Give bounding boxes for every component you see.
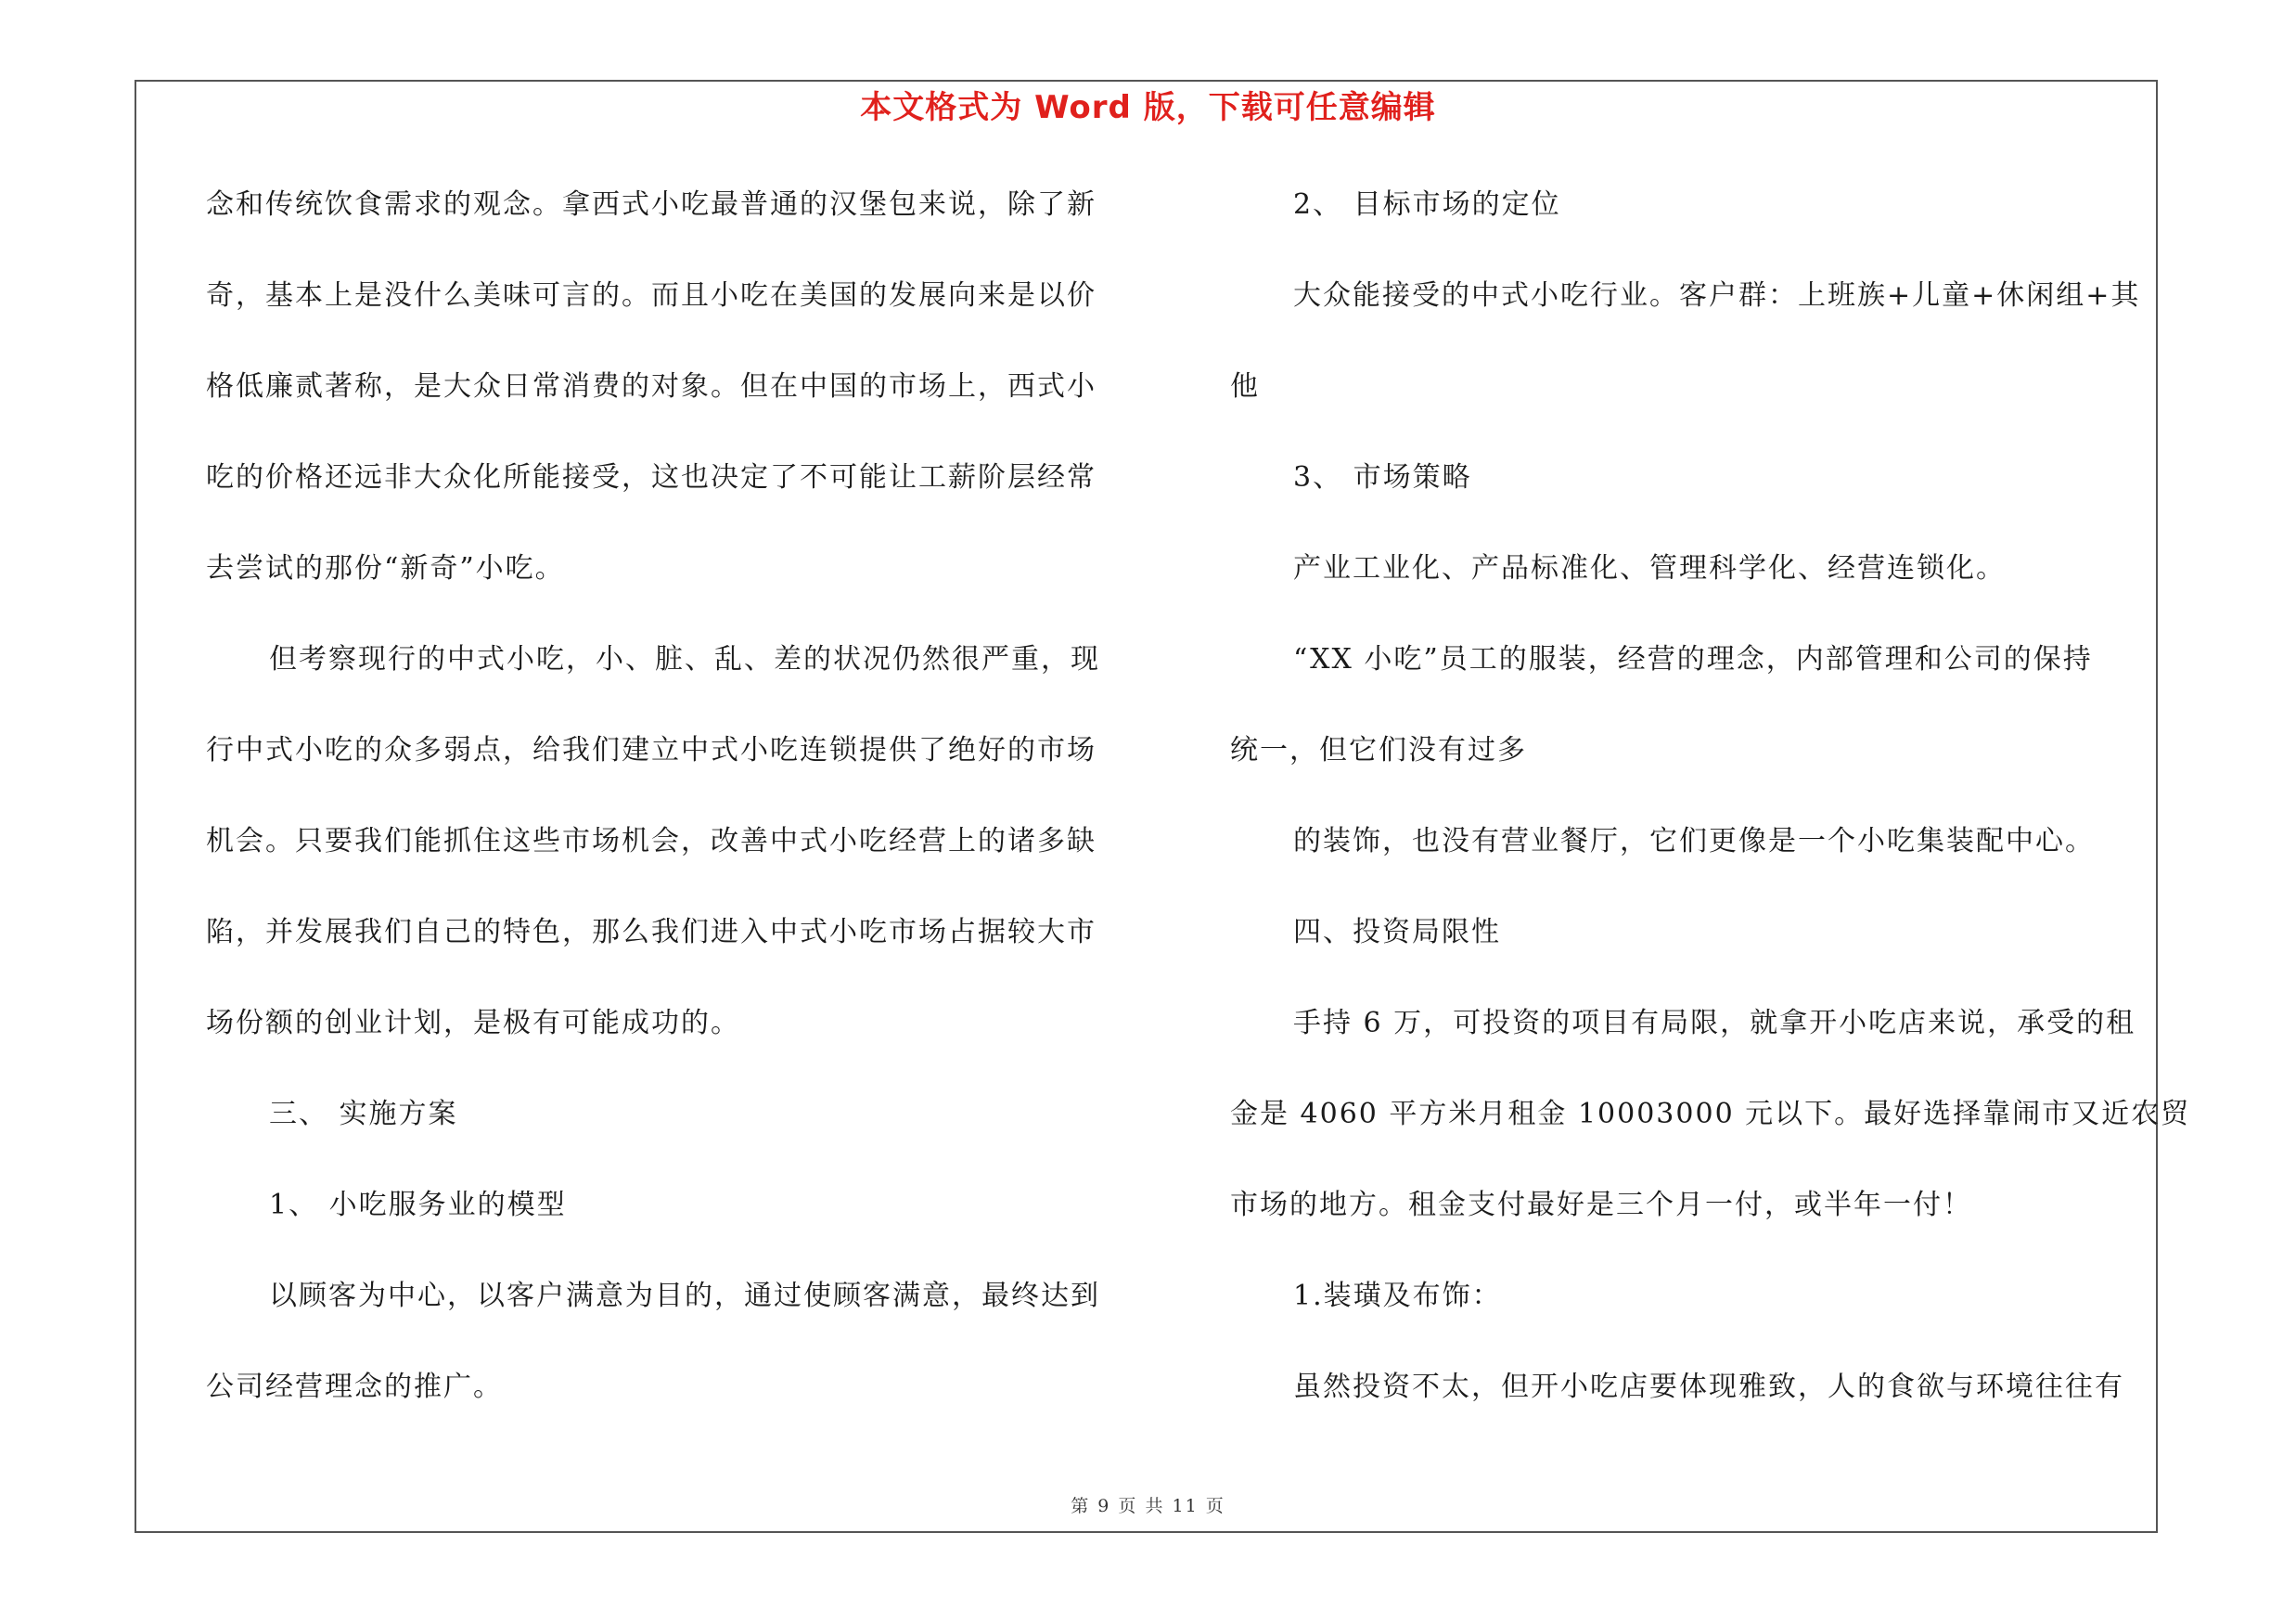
text-line: “XX 小吃”员工的服装，经营的理念，内部管理和公司的保持 [1293, 643, 2093, 676]
text-line: 奇，基本上是没什么美味可言的。而且小吃在美国的发展向来是以价 [206, 279, 1097, 312]
subsection-heading: 2、 目标市场的定位 [1293, 188, 1561, 221]
text-line: 吃的价格还远非大众化所能接受，这也决定了不可能让工薪阶层经常 [206, 461, 1097, 494]
text-line: 公司经营理念的推广。 [206, 1371, 503, 1403]
subsection-heading: 3、 市场策略 [1293, 461, 1472, 494]
subsection-heading: 1、 小吃服务业的模型 [269, 1189, 567, 1221]
subsection-heading: 1.装璜及布饰： [1293, 1280, 1502, 1312]
text-line: 市场的地方。租金支付最好是三个月一付，或半年一付！ [1230, 1189, 1972, 1221]
format-banner: 本文格式为 Word 版，下载可任意编辑 [860, 89, 1436, 126]
section-heading: 四、投资局限性 [1293, 916, 1501, 948]
text-line: 以顾客为中心，以客户满意为目的，通过使顾客满意，最终达到 [269, 1280, 1100, 1312]
text-line: 但考察现行的中式小吃，小、脏、乱、差的状况仍然很严重，现 [269, 643, 1100, 676]
text-line: 产业工业化、产品标准化、管理科学化、经营连锁化。 [1293, 552, 2006, 585]
text-line: 他 [1230, 370, 1260, 403]
text-line: 虽然投资不太，但开小吃店要体现雅致，人的食欲与环境往往有 [1293, 1371, 2124, 1403]
text-line: 念和传统饮食需求的观念。拿西式小吃最普通的汉堡包来说，除了新 [206, 188, 1097, 221]
section-heading: 三、 实施方案 [269, 1098, 458, 1130]
text-line: 格低廉贰著称，是大众日常消费的对象。但在中国的市场上，西式小 [206, 370, 1097, 403]
text-line: 统一，但它们没有过多 [1230, 734, 1527, 766]
text-line: 手持 6 万，可投资的项目有局限，就拿开小吃店来说，承受的租 [1293, 1007, 2136, 1039]
text-line: 行中式小吃的众多弱点，给我们建立中式小吃连锁提供了绝好的市场 [206, 734, 1097, 766]
text-line: 金是 4060 平方米月租金 10003000 元以下。最好选择靠闹市又近农贸 [1230, 1098, 2191, 1130]
text-line: 的装饰，也没有营业餐厅，它们更像是一个小吃集装配中心。 [1293, 825, 2095, 857]
text-line: 去尝试的那份“新奇”小吃。 [206, 552, 565, 585]
page-number: 第 9 页 共 11 页 [1071, 1496, 1225, 1516]
text-line: 陷，并发展我们自己的特色，那么我们进入中式小吃市场占据较大市 [206, 916, 1097, 948]
text-line: 场份额的创业计划，是极有可能成功的。 [206, 1007, 740, 1039]
text-line: 大众能接受的中式小吃行业。客户群：上班族+儿童+休闲组+其 [1293, 279, 2141, 312]
text-line: 机会。只要我们能抓住这些市场机会，改善中式小吃经营上的诸多缺 [206, 825, 1097, 857]
